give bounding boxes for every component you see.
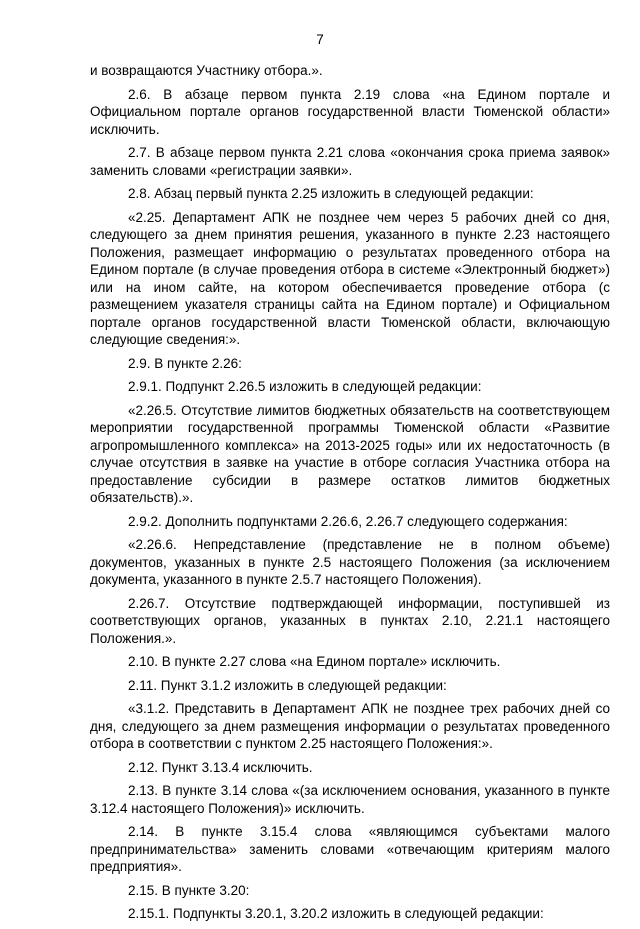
paragraph: 2.13. В пункте 3.14 слова «(за исключением основания, указанного в пункте 3.12.4 настоящего Положения)» исключить. [90, 783, 610, 816]
paragraph: 2.9.1. Подпункт 2.26.5 изложить в следующей редакции: [128, 379, 482, 394]
paragraph: 2.9. В пункте 2.26: [128, 355, 242, 371]
paragraph: «2.26.5. Отсутствие лимитов бюджетных обязательств на соответствующем мероприятии государственной программы Тюменской области «Развитие агропромышленного комплекса» на 2013-2025 годы» или их недостаточность (в случае отсутствия в заявке на участие в отборе согласия Участника отбора на предоставление субсидии в размере остатков лимитов бюджетных обязательств).». [90, 402, 610, 505]
document-body [90, 62, 610, 929]
paragraph: 2.14. В пункте 3.15.4 слова «являющимся субъектами малого предпринимательства» заменить словами «отвечающим критериям малого предприятия». [90, 824, 610, 874]
paragraph: 2.11. Пункт 3.1.2 изложить в следующей редакции: [128, 677, 447, 693]
paragraph: «2.26.6. Непредставление (представление не в полном объеме) документов, указанных в пункте 2.5 настоящего Положения (за исключением документа, указанного в пункте 2.5.7 настоящего Положения). [90, 537, 610, 587]
paragraph: 2.15. В пункте 3.20: [128, 882, 250, 898]
paragraph: 2.10. В пункте 2.27 слова «на Едином портале» исключить. [128, 654, 501, 669]
paragraph: 2.6. В абзаце первом пункта 2.19 слова «на Едином портале и Официальном портале органов государственной власти Тюменской области» исключить. [90, 86, 610, 137]
paragraph: 2.9.2. Дополнить подпунктами 2.26.6, 2.26.7 следующего содержания: [128, 513, 568, 529]
paragraph: 2.7. В абзаце первом пункта 2.21 слова «окончания срока приема заявок» заменить словами «регистрации заявки». [90, 145, 610, 178]
paragraph: 2.26.7. Отсутствие подтверждающей информации, поступившей из соответствующих органов, указанных в пунктах 2.10, 2.21.1 настоящего Положения.». [90, 595, 610, 646]
paragraph: и возвращаются Участнику отбора.». [90, 63, 323, 78]
paragraph: «2.25. Департамент АПК не позднее чем через 5 рабочих дней со дня, следующего за днем принятия решения, указанного в пункте 2.23 настоящего Положения, размещает информацию о результатах проведенного отбора на Едином портале (в случае проведения отбора в системе «Электронный бюджет») или на ином сайте, на котором обеспечивается проведение отбора (с размещением указателя страницы сайта на Едином портале) и Официальном портале органов государственной власти Тюменской области, включающую следующие сведения:». [90, 209, 610, 347]
paragraph: «3.1.2. Представить в Департамент АПК не позднее трех рабочих дней со дня, следующего за днем размещения информации о результатах проведенного отбора в соответствии с пунктом 2.25 настоящего Положения:». [90, 701, 610, 751]
paragraph: 2.15.1. Подпункты 3.20.1, 3.20.2 изложить в следующей редакции: [128, 906, 544, 921]
paragraph: 2.12. Пункт 3.13.4 исключить. [128, 759, 313, 775]
page-number: 7 [316, 32, 324, 47]
paragraph: 2.8. Абзац первый пункта 2.25 изложить в следующей редакции: [128, 186, 534, 201]
